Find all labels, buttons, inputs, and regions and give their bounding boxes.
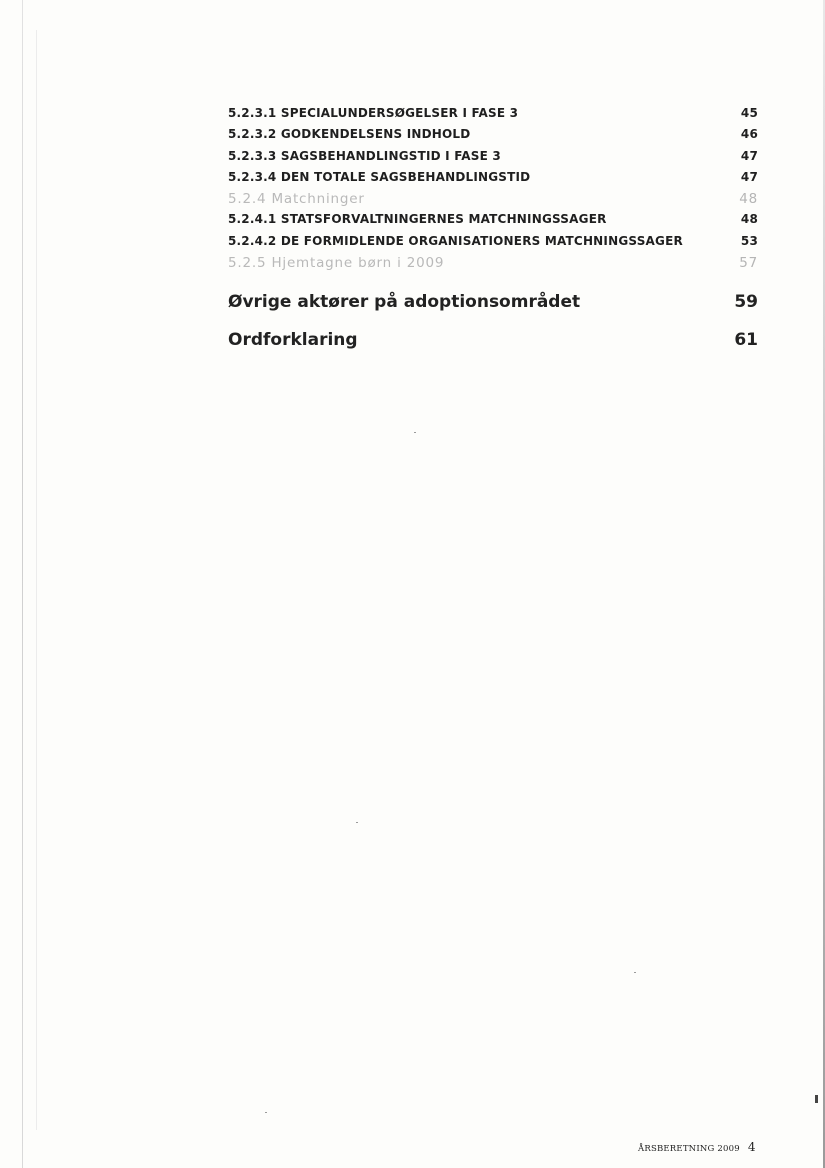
toc-entry-page: 47 [740,148,758,163]
table-of-contents [228,106,758,370]
toc-entry-5-2-3-4[interactable] [228,170,758,191]
footer-title: ÅRSBERETNING 2009 [638,1144,740,1154]
toc-entry-page: 53 [740,233,758,248]
toc-entry-page: 45 [740,106,758,120]
toc-entry-5-2-3-2[interactable] [228,127,758,148]
toc-entry-page: 48 [740,212,758,227]
toc-entry-5-2-5[interactable] [228,255,758,276]
toc-entry-title: 5.2.5 Hjemtagne børn i 2009 [228,255,445,272]
toc-entry-5-2-4-2[interactable] [228,234,758,255]
toc-entry-page: 48 [739,191,758,208]
toc-entry-page: 47 [740,169,758,184]
toc-entry-title: 5.2.3.1 SPECIALUNDERSØGELSER I FASE 3 [228,106,519,120]
toc-entry-5-2-3-1[interactable] [228,106,758,127]
toc-chapter-page: 61 [734,330,758,351]
toc-entry-5-2-3-3[interactable] [228,149,758,170]
toc-chapter-ovrige-aktorer[interactable] [228,292,758,330]
scan-speck [414,432,416,433]
toc-entry-5-2-4-1[interactable] [228,212,758,233]
toc-entry-title: 5.2.4 Matchninger [228,191,365,208]
toc-entry-title: 5.2.4.1 STATSFORVALTNINGERNES MATCHNINGSSAGER [228,212,607,227]
toc-entry-title: 5.2.3.2 GODKENDELSENS INDHOLD [228,127,471,142]
scan-speck [634,972,636,973]
toc-chapter-page: 59 [734,292,758,313]
page-footer [638,1140,755,1154]
toc-entry-5-2-4[interactable] [228,191,758,212]
toc-chapter-title: Ordforklaring [228,330,358,351]
toc-entry-page: 46 [740,127,758,142]
toc-chapter-ordforklaring[interactable] [228,330,758,370]
toc-entry-title: 5.2.4.2 DE FORMIDLENDE ORGANISATIONERS MATCHNINGSSAGER [228,233,683,248]
toc-entry-title: 5.2.3.3 SAGSBEHANDLINGSTID I FASE 3 [228,148,501,163]
scan-speck [356,822,358,823]
toc-chapter-title: Øvrige aktører på adoptionsområdet [228,292,581,313]
scan-edge-left-inner [36,30,37,1130]
scan-edge-left [22,0,23,1168]
footer-page-number: 4 [747,1140,756,1154]
toc-entry-title: 5.2.3.4 DEN TOTALE SAGSBEHANDLINGSTID [228,169,531,184]
scan-speck [265,1112,267,1113]
toc-entry-page: 57 [739,255,758,272]
scan-speck [815,1095,818,1103]
